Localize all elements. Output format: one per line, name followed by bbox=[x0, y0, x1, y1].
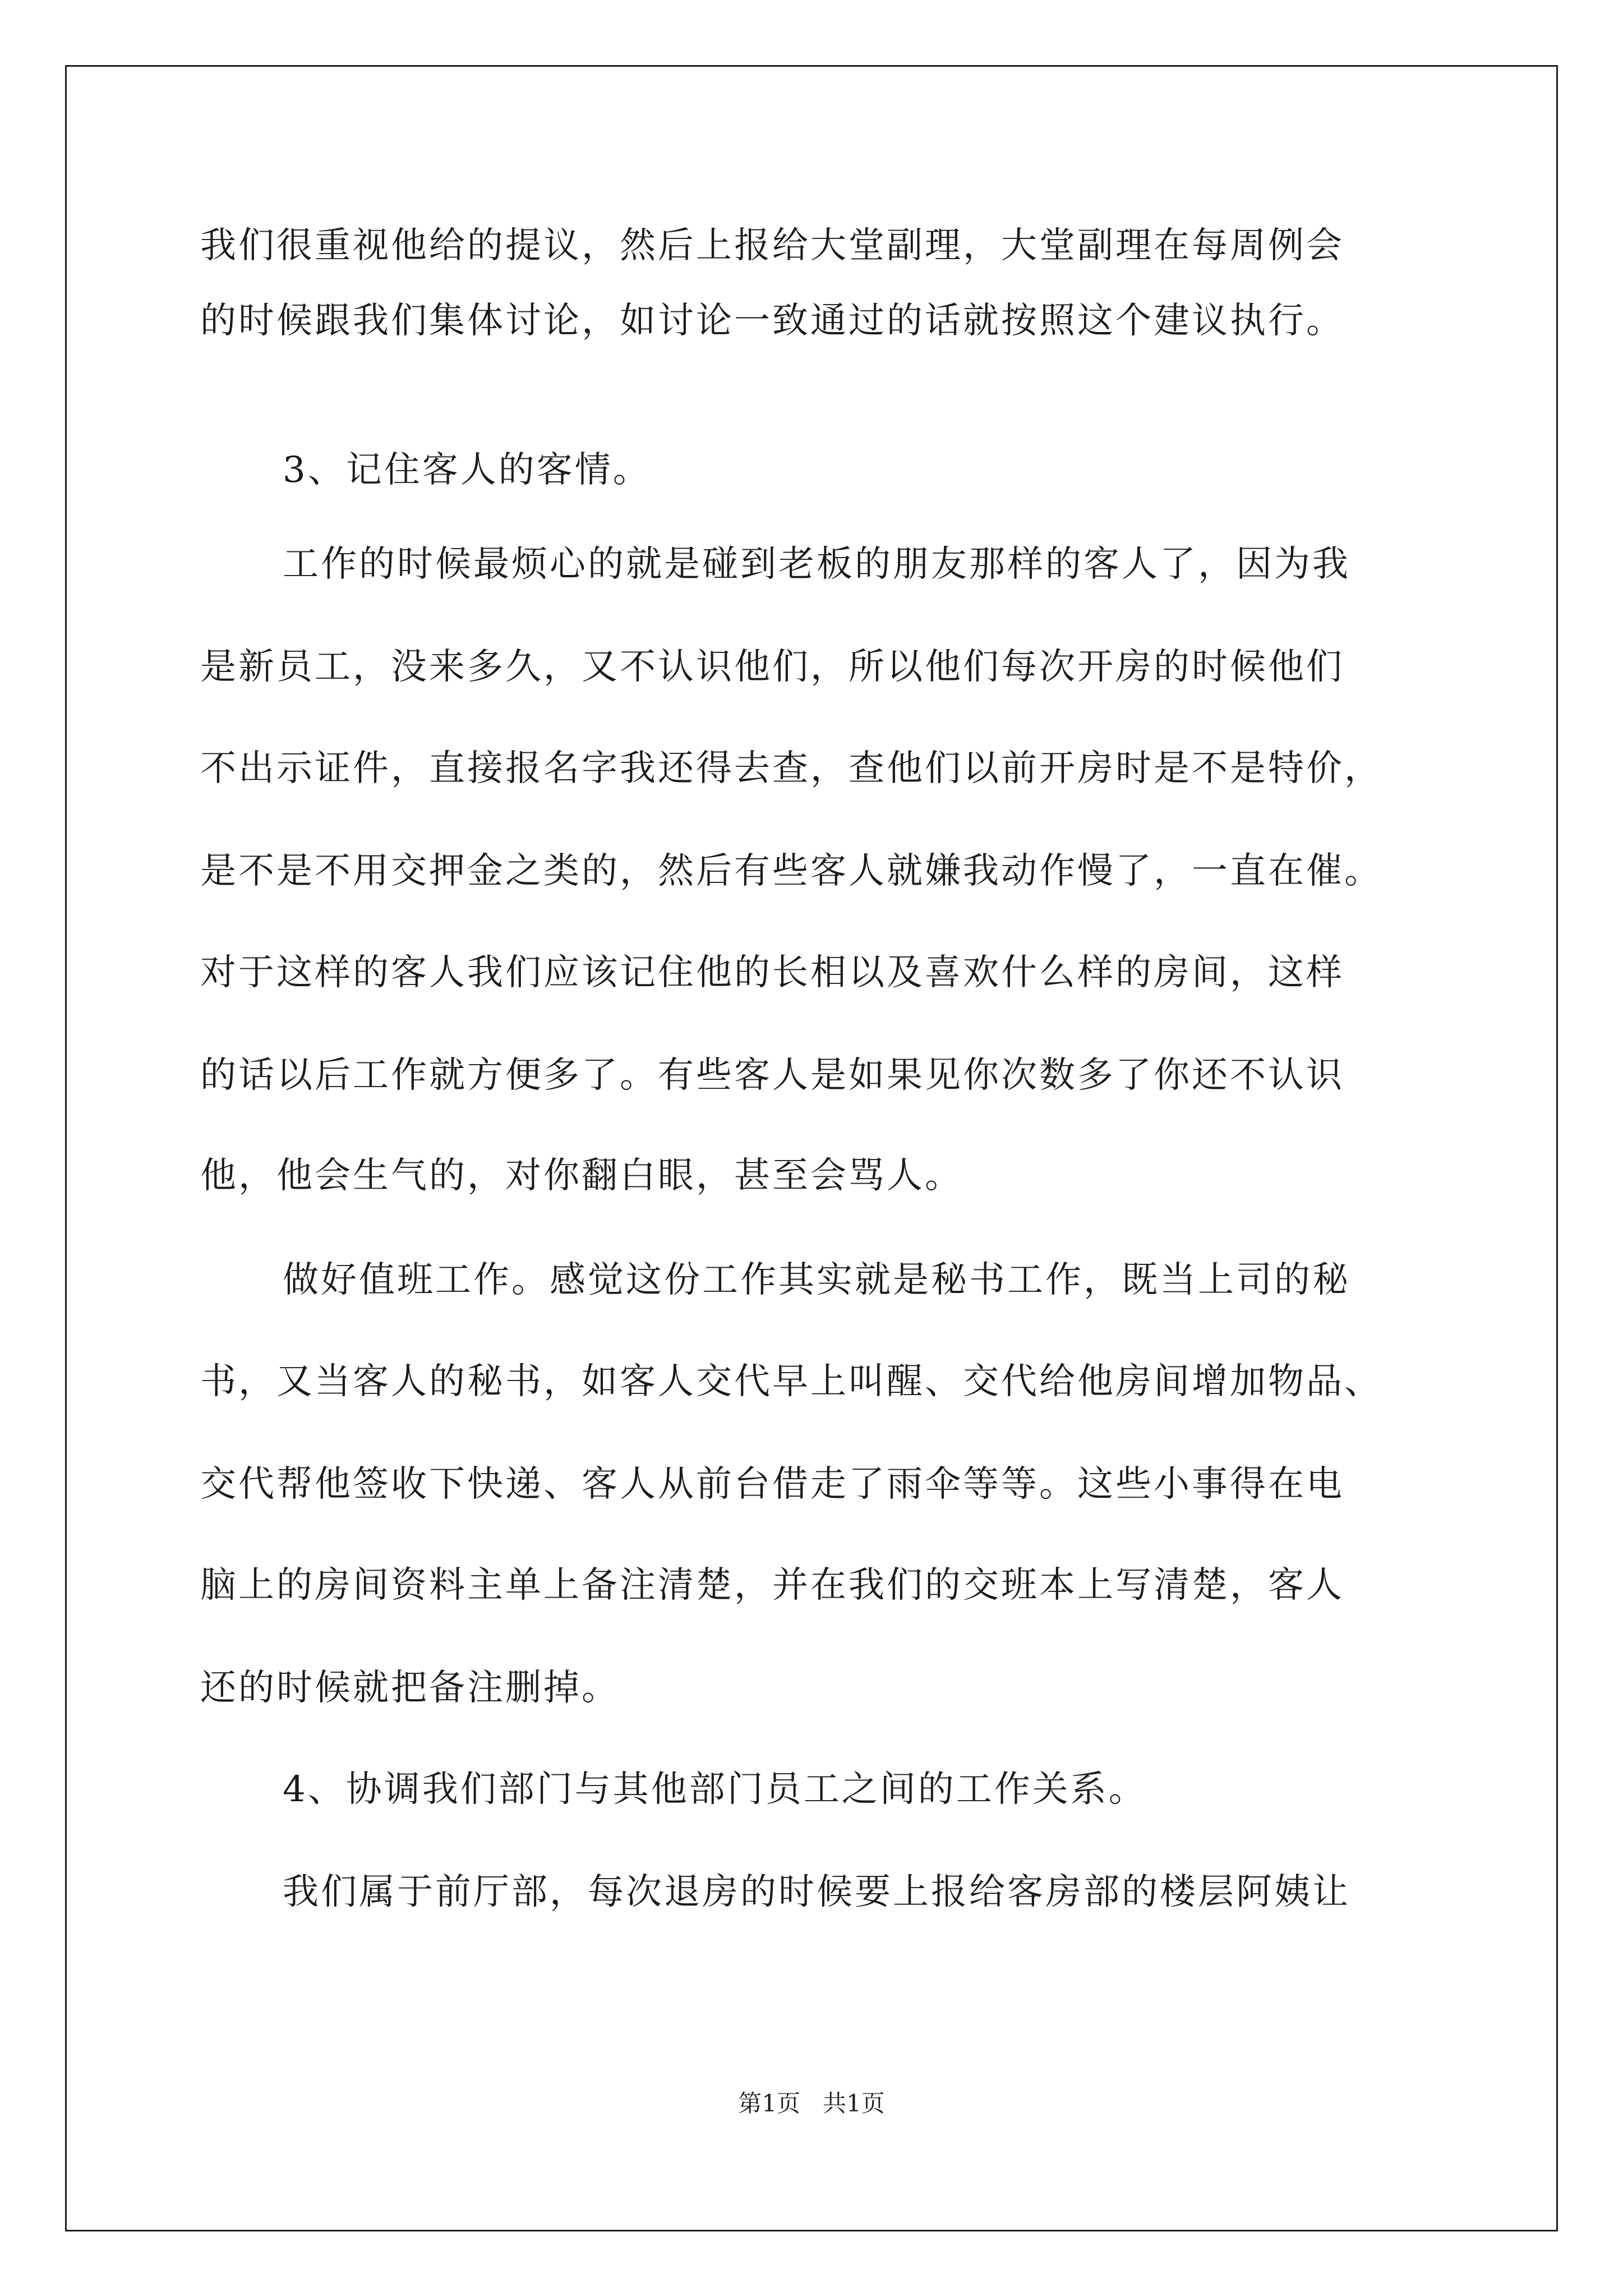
body-text-line: 工作的时候最烦心的就是碰到老板的朋友那样的客人了，因为我 bbox=[283, 544, 1350, 585]
body-text-line: 是不是不用交押金之类的，然后有些客人就嫌我动作慢了，一直在催。 bbox=[200, 850, 1382, 892]
body-text-line: 我们很重视他给的提议，然后上报给大堂副理，大堂副理在每周例会 bbox=[200, 225, 1344, 266]
body-text-line: 的时候跟我们集体讨论，如讨论一致通过的话就按照这个建议执行。 bbox=[200, 300, 1344, 342]
body-text-line: 不出示证件，直接报名字我还得去查，查他们以前开房时是不是特价， bbox=[200, 748, 1382, 789]
body-text-line: 做好值班工作。感觉这份工作其实就是秘书工作，既当上司的秘 bbox=[283, 1259, 1350, 1301]
body-text-line: 是新员工，没来多久，又不认识他们，所以他们每次开房的时候他们 bbox=[200, 646, 1344, 688]
body-text-line: 交代帮他签收下快递、客人从前台借走了雨伞等等。这些小事得在电 bbox=[200, 1464, 1344, 1505]
body-text-line: 我们属于前厅部，每次退房的时候要上报给客房部的楼层阿姨让 bbox=[283, 1871, 1350, 1913]
body-text-line: 还的时候就把备注删掉。 bbox=[200, 1667, 620, 1709]
body-text-line: 对于这样的客人我们应该记住他的长相以及喜欢什么样的房间，这样 bbox=[200, 952, 1344, 993]
page-footer: 第1页 共1页 bbox=[738, 2090, 885, 2117]
body-text-line: 脑上的房间资料主单上备注清楚，并在我们的交班本上写清楚，客人 bbox=[200, 1565, 1344, 1606]
body-text-line: 书，又当客人的秘书，如客人交代早上叫醒、交代给他房间增加物品、 bbox=[200, 1361, 1382, 1402]
section-heading: 3、记住客人的客情。 bbox=[283, 449, 651, 491]
section-heading: 4、协调我们部门与其他部门员工之间的工作关系。 bbox=[283, 1769, 1147, 1810]
body-text-line: 的话以后工作就方便多了。有些客人是如果见你次数多了你还不认识 bbox=[200, 1055, 1344, 1096]
body-text-line: 他，他会生气的，对你翻白眼，甚至会骂人。 bbox=[200, 1155, 963, 1197]
